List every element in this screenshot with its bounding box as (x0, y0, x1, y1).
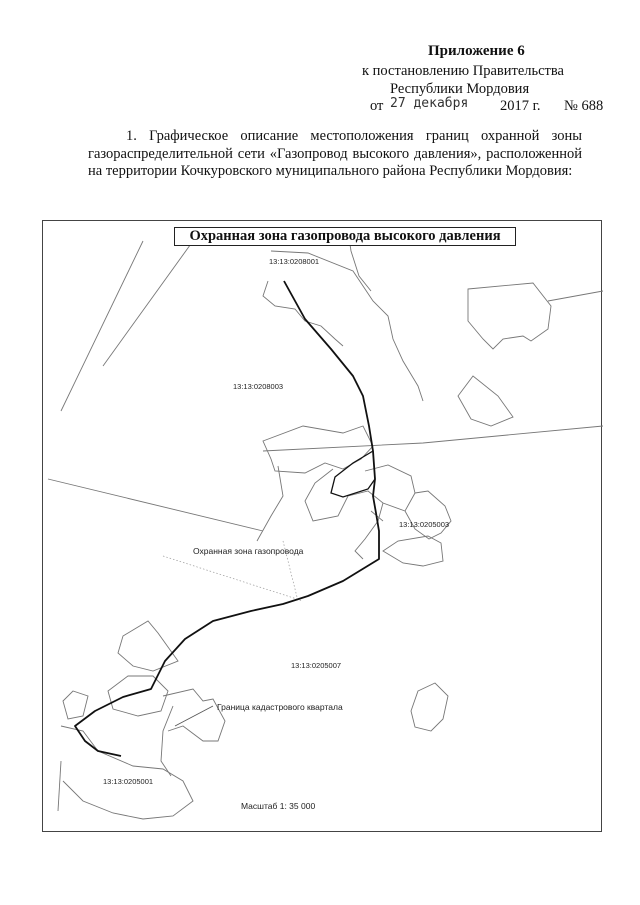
boundary-line (163, 689, 225, 741)
parcel-outline (383, 536, 443, 566)
description-text: 1. Графическое описание местоположения границ охранной зоны газораспределительной сети «Газопровод высокого давления», расположенной на территории Кочкуровского муниципального района Республики Мордовия: (88, 128, 582, 179)
map-drawing (43, 221, 603, 833)
appendix-title: Приложение 6 (428, 43, 525, 59)
quarter-label-0208001: 13:13:0208001 (269, 257, 320, 266)
boundary-line (61, 726, 193, 819)
quarter-label-0205001: 13:13:0205001 (103, 777, 154, 786)
boundary-leader-line (175, 706, 213, 726)
quarter-label-0205007: 13:13:0205007 (291, 661, 342, 670)
cadastral-boundaries (48, 231, 603, 819)
appendix-date-line (370, 98, 620, 118)
map-title: Охранная зона газопровода высокого давления (174, 227, 516, 246)
boundary-line (257, 466, 283, 541)
road-line (48, 479, 263, 531)
cadastral-map (42, 220, 602, 832)
parcel-outline (458, 376, 513, 426)
parcel-outline (468, 283, 551, 349)
boundary-line (548, 291, 603, 301)
pipeline-branch (331, 451, 375, 497)
boundary-line (263, 281, 343, 346)
boundary-line (58, 761, 61, 811)
boundary-line (271, 251, 423, 401)
boundary-line (161, 706, 173, 776)
dotted-line (163, 556, 303, 601)
parcel-outline (263, 426, 373, 473)
boundary-line (61, 241, 143, 411)
parcel-outline (108, 676, 168, 716)
parcel-outline (63, 691, 88, 719)
gas-pipeline-route (75, 281, 379, 756)
quarter-label-0205003: 13:13:0205003 (399, 520, 450, 529)
parcel-outline (411, 683, 448, 731)
boundary-line (305, 465, 415, 521)
quarter-label-0208003: 13:13:0208003 (233, 382, 284, 391)
appendix-line-2: Республики Мордовия (390, 81, 530, 97)
appendix-line-1: к постановлению Правительства (362, 63, 564, 79)
description-paragraph (88, 128, 582, 181)
boundary-line (103, 241, 193, 366)
map-scale: Масштаб 1: 35 000 (241, 801, 316, 811)
road-line (263, 426, 603, 451)
protection-zone-label: Охранная зона газопровода (193, 546, 304, 556)
decree-number: № 688 (564, 98, 604, 114)
date-day: 27 декабря (390, 96, 469, 111)
date-prefix: от (370, 98, 384, 114)
date-year: 2017 г. (500, 98, 541, 114)
cadastral-boundary-label: Граница кадастрового квартала (217, 702, 343, 712)
parcel-outline (118, 621, 178, 671)
